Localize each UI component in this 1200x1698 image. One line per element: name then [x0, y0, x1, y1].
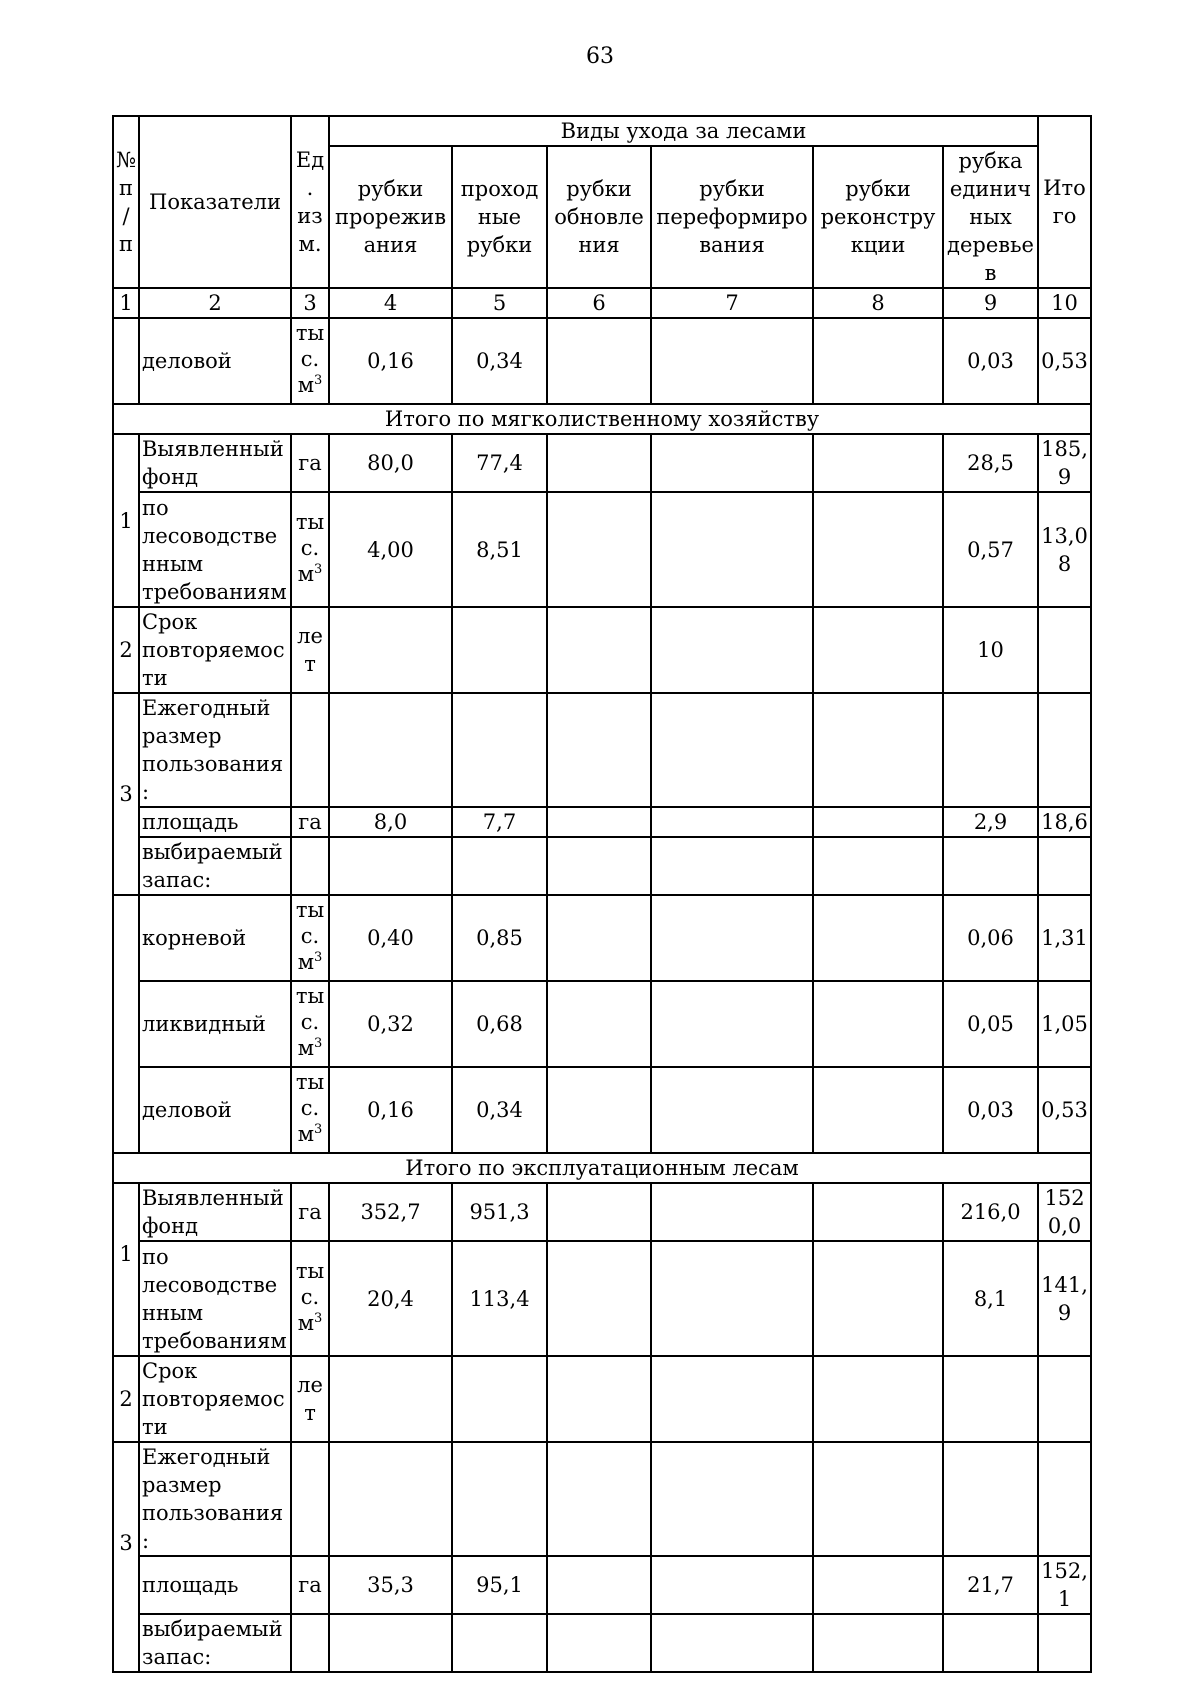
value-cell: 20,4: [329, 1241, 452, 1356]
table-row: [113, 434, 1091, 492]
header-care-types: Виды ухода за лесами: [329, 116, 1038, 146]
value-cell: 0,40: [329, 895, 452, 981]
col-number: 1: [113, 288, 139, 318]
unit-ha: га: [291, 1556, 329, 1614]
value-cell: 13,08: [1038, 492, 1091, 607]
row-label: ликвидный: [139, 981, 291, 1067]
row-label: деловой: [139, 318, 291, 404]
table-row: [113, 837, 1091, 895]
header-num: № п/п: [113, 116, 139, 288]
col-number: 3: [291, 288, 329, 318]
header-unit: Ед. изм.: [291, 116, 329, 288]
table-row: [113, 1067, 1091, 1153]
row-number: 3: [113, 693, 139, 895]
value-cell: 0,34: [452, 318, 547, 404]
row-label: Срок повторяемости: [139, 1356, 291, 1442]
row-number: 1: [113, 434, 139, 607]
unit-m3: ты с. $м^3$: [291, 1241, 329, 1356]
row-number: 3: [113, 1442, 139, 1672]
col-number: 10: [1038, 288, 1091, 318]
row-label: Ежегодный размер пользования:: [139, 1442, 291, 1556]
table-row: [113, 981, 1091, 1067]
col-number: 8: [813, 288, 943, 318]
row-label: деловой: [139, 1067, 291, 1153]
value-cell: 951,3: [452, 1183, 547, 1241]
header-indicator: Показатели: [139, 116, 291, 288]
page-number: 63: [586, 44, 614, 69]
unit-m3: ты с. $м^3$: [291, 981, 329, 1067]
value-cell: 4,00: [329, 492, 452, 607]
value-cell: 28,5: [943, 434, 1038, 492]
row-label: по лесоводственным требованиям: [139, 1241, 291, 1356]
value-cell: 80,0: [329, 434, 452, 492]
header-col-reform: рубки переформирования: [651, 146, 813, 288]
row-label: корневой: [139, 895, 291, 981]
unit-m3: ты с. $м^3$: [291, 318, 329, 404]
table-row: [113, 1183, 1091, 1241]
table-row: [113, 607, 1091, 693]
value-cell: 8,1: [943, 1241, 1038, 1356]
value-cell: 352,7: [329, 1183, 452, 1241]
col-number: 6: [547, 288, 651, 318]
value-cell: 0,53: [1038, 1067, 1091, 1153]
row-label: площадь: [139, 1556, 291, 1614]
unit-years: лет: [291, 1356, 329, 1442]
col-number: 2: [139, 288, 291, 318]
row-label: по лесоводственным требованиям: [139, 492, 291, 607]
table-row: [113, 1442, 1091, 1556]
table-row: [113, 492, 1091, 607]
col-number: 9: [943, 288, 1038, 318]
value-cell: 10: [943, 607, 1038, 693]
value-cell: 141,9: [1038, 1241, 1091, 1356]
row-label: площадь: [139, 807, 291, 837]
header-col-passage: проходные рубки: [452, 146, 547, 288]
table-row: [113, 895, 1091, 981]
unit-ha: га: [291, 807, 329, 837]
col-number: 4: [329, 288, 452, 318]
value-cell: 152,1: [1038, 1556, 1091, 1614]
unit-m3: ты с. $м^3$: [291, 895, 329, 981]
value-cell: 21,7: [943, 1556, 1038, 1614]
value-cell: 0,06: [943, 895, 1038, 981]
row-label: выбираемый запас:: [139, 1614, 291, 1672]
column-numbers-row: [113, 288, 1091, 318]
value-cell: 216,0: [943, 1183, 1038, 1241]
unit-ha: га: [291, 434, 329, 492]
table-row: [113, 1241, 1091, 1356]
value-cell: 0,34: [452, 1067, 547, 1153]
value-cell: 7,7: [452, 807, 547, 837]
table-row: [113, 807, 1091, 837]
row-number: 2: [113, 607, 139, 693]
row-label: Срок повторяемости: [139, 607, 291, 693]
value-cell: 0,03: [943, 318, 1038, 404]
table-row: [113, 318, 1091, 404]
value-cell: 2,9: [943, 807, 1038, 837]
table-row: [113, 1614, 1091, 1672]
value-cell: 8,51: [452, 492, 547, 607]
unit-m3: ты с. $м^3$: [291, 492, 329, 607]
value-cell: 0,85: [452, 895, 547, 981]
table-row: [113, 1356, 1091, 1442]
value-cell: 113,4: [452, 1241, 547, 1356]
value-cell: 35,3: [329, 1556, 452, 1614]
value-cell: 0,32: [329, 981, 452, 1067]
value-cell: 0,03: [943, 1067, 1038, 1153]
table-row: [113, 1556, 1091, 1614]
section-title-exploitation: Итого по эксплуатационным лесам: [113, 1153, 1091, 1183]
col-number: 7: [651, 288, 813, 318]
section-title-softwood: Итого по мягколиственному хозяйству: [113, 404, 1091, 434]
value-cell: 8,0: [329, 807, 452, 837]
header-col-single-trees: рубка единичных деревьев: [943, 146, 1038, 288]
value-cell: 1520,0: [1038, 1183, 1091, 1241]
forest-care-table: [112, 115, 1092, 1673]
value-cell: 1,05: [1038, 981, 1091, 1067]
header-col-thinning: рубки прореживания: [329, 146, 452, 288]
row-label: выбираемый запас:: [139, 837, 291, 895]
value-cell: 77,4: [452, 434, 547, 492]
value-cell: 18,6: [1038, 807, 1091, 837]
value-cell: 0,57: [943, 492, 1038, 607]
unit-ha: га: [291, 1183, 329, 1241]
row-label: Выявленный фонд: [139, 1183, 291, 1241]
row-label: Ежегодный размер пользования:: [139, 693, 291, 807]
col-number: 5: [452, 288, 547, 318]
value-cell: 0,05: [943, 981, 1038, 1067]
row-number: 2: [113, 1356, 139, 1442]
value-cell: 0,68: [452, 981, 547, 1067]
row-number: 1: [113, 1183, 139, 1356]
row-label: Выявленный фонд: [139, 434, 291, 492]
value-cell: 0,53: [1038, 318, 1091, 404]
value-cell: 1,31: [1038, 895, 1091, 981]
value-cell: 0,16: [329, 318, 452, 404]
unit-m3: ты с. $м^3$: [291, 1067, 329, 1153]
value-cell: 95,1: [452, 1556, 547, 1614]
header-col-reconstruction: рубки реконструкции: [813, 146, 943, 288]
header-col-renewal: рубки обновления: [547, 146, 651, 288]
value-cell: 0,16: [329, 1067, 452, 1153]
header-total: Итого: [1038, 116, 1091, 288]
value-cell: 185,9: [1038, 434, 1091, 492]
table-row: [113, 693, 1091, 807]
unit-years: лет: [291, 607, 329, 693]
